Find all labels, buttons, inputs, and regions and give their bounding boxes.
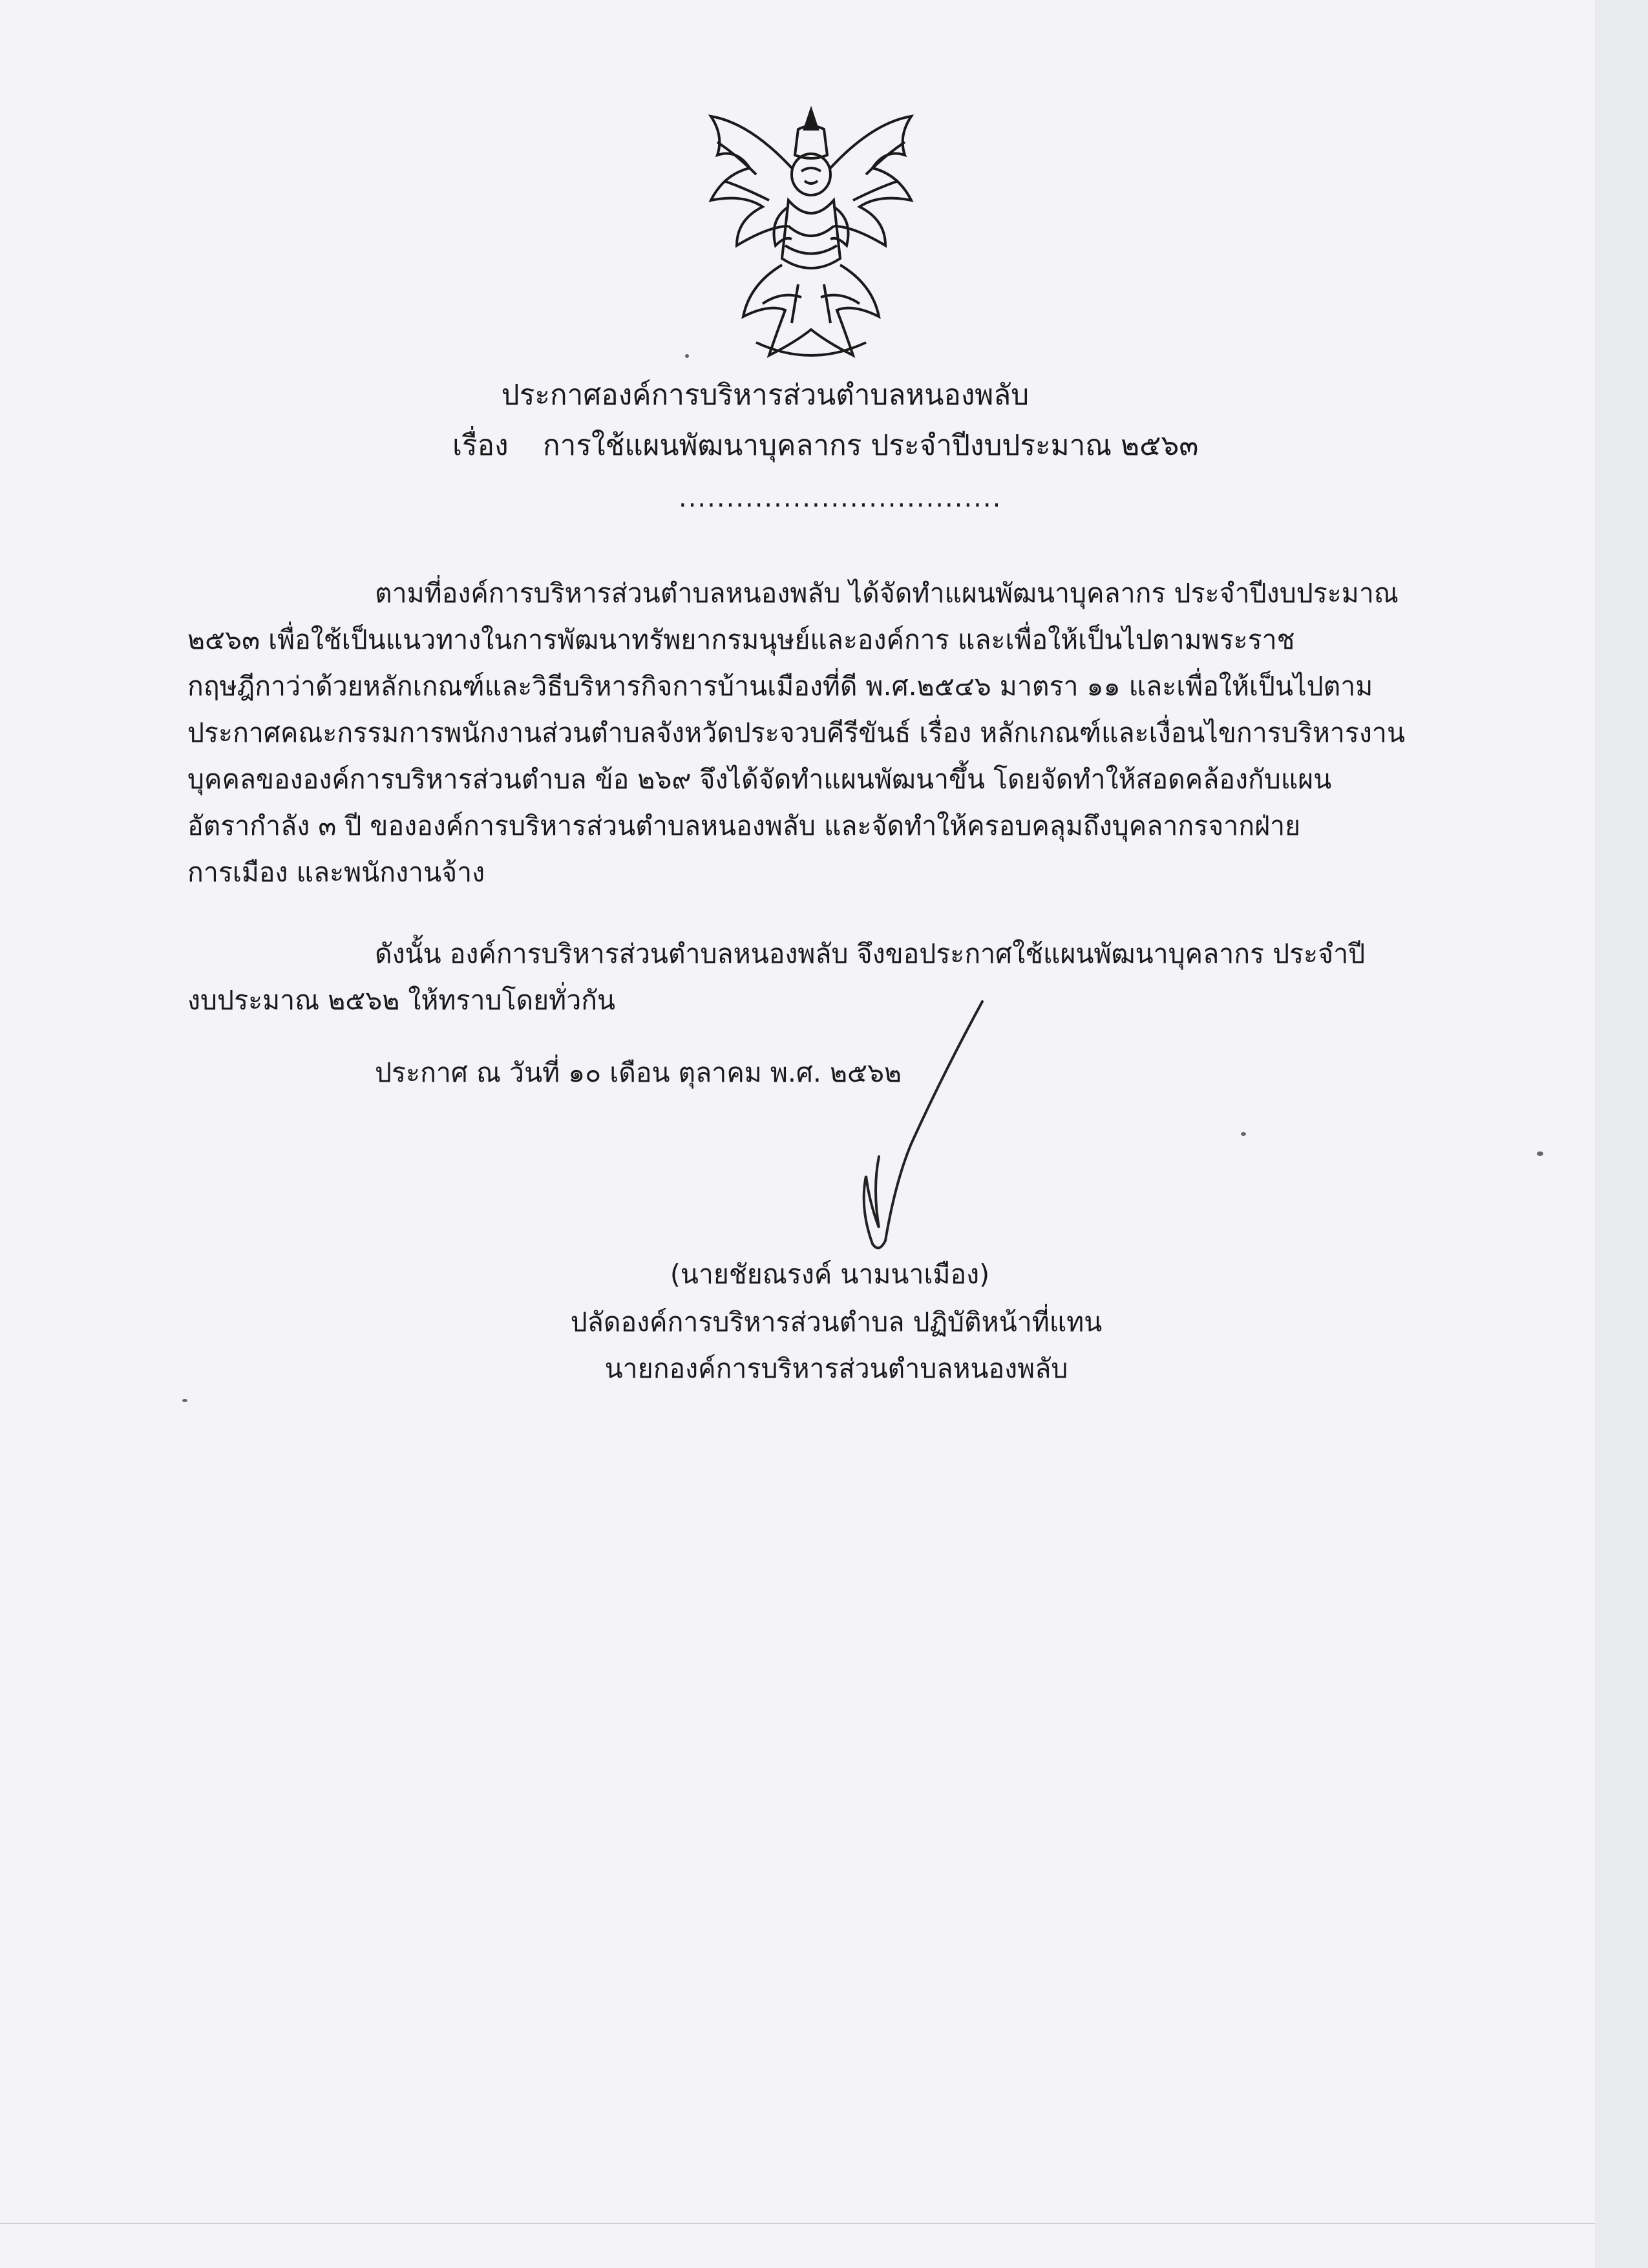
paragraph-2-line: ดังนั้น องค์การบริหารส่วนตำบลหนองพลับ จึงขอประกาศใช้แผนพัฒนาบุคลากร ประจำปี bbox=[375, 938, 1366, 969]
announcement-date: ประกาศ ณ วันที่ ๑๐ เดือน ตุลาคม พ.ศ. ๒๕๖๒ bbox=[375, 1057, 902, 1088]
signer-position-title: นายกองค์การบริหารส่วนตำบลหนองพลับ bbox=[604, 1353, 1068, 1384]
scan-speck bbox=[1241, 1132, 1246, 1136]
scan-speck bbox=[182, 1399, 187, 1402]
scan-speck bbox=[685, 354, 689, 358]
subject-text: การใช้แผนพัฒนาบุคลากร ประจำปีงบประมาณ ๒๕๖๓ bbox=[543, 429, 1199, 462]
scan-margin bbox=[1595, 0, 1648, 2268]
subject-label: เรื่อง bbox=[452, 429, 509, 462]
paragraph-1-line: บุคคลขององค์การบริหารส่วนตำบล ข้อ ๒๖๙ จึงได้จัดทำแผนพัฒนาขึ้น โดยจัดทำให้สอดคล้องกับแผน bbox=[187, 764, 1332, 795]
subject-line bbox=[452, 426, 1198, 465]
garuda-emblem-icon bbox=[672, 97, 950, 368]
paragraph-1-line: การเมือง และพนักงานจ้าง bbox=[187, 857, 485, 888]
signer-name: (นายชัยณรงค์ นามนาเมือง) bbox=[670, 1259, 990, 1290]
separator-dots: .................................. bbox=[679, 483, 1002, 513]
scan-speck bbox=[1537, 1151, 1543, 1156]
paragraph-2-line: งบประมาณ ๒๕๖๒ ให้ทราบโดยทั่วกัน bbox=[187, 985, 616, 1016]
handwritten-signature bbox=[782, 995, 1002, 1254]
paragraph-1-line: ตามที่องค์การบริหารส่วนตำบลหนองพลับ ได้จัดทำแผนพัฒนาบุคลากร ประจำปีงบประมาณ bbox=[375, 578, 1399, 609]
paragraph-1-line: กฤษฎีกาว่าด้วยหลักเกณฑ์และวิธีบริหารกิจการบ้านเมืองที่ดี พ.ศ.๒๕๔๖ มาตรา ๑๑ และเพื่อให้เป็นไปตาม bbox=[187, 671, 1373, 702]
scan-edge bbox=[0, 2223, 1595, 2224]
paragraph-1 bbox=[187, 570, 1405, 896]
signer-position: ปลัดองค์การบริหารส่วนตำบล ปฏิบัติหน้าที่แทน bbox=[570, 1307, 1103, 1338]
paragraph-1-line: ๒๕๖๓ เพื่อใช้เป็นแนวทางในการพัฒนาทรัพยากรมนุษย์และองค์การ และเพื่อให้เป็นไปตามพระราช bbox=[187, 624, 1295, 655]
paragraph-1-line: ประกาศคณะกรรมการพนักงานส่วนตำบลจังหวัดประจวบคีรีขันธ์ เรื่อง หลักเกณฑ์และเงื่อนไขการบริหารงาน bbox=[187, 717, 1405, 748]
paragraph-1-line: อัตรากำลัง ๓ ปี ขององค์การบริหารส่วนตำบลหนองพลับ และจัดทำให้ครอบคลุมถึงบุคลากรจากฝ่าย bbox=[187, 810, 1301, 841]
announcement-title: ประกาศองค์การบริหารส่วนตำบลหนองพลับ bbox=[501, 379, 1030, 412]
